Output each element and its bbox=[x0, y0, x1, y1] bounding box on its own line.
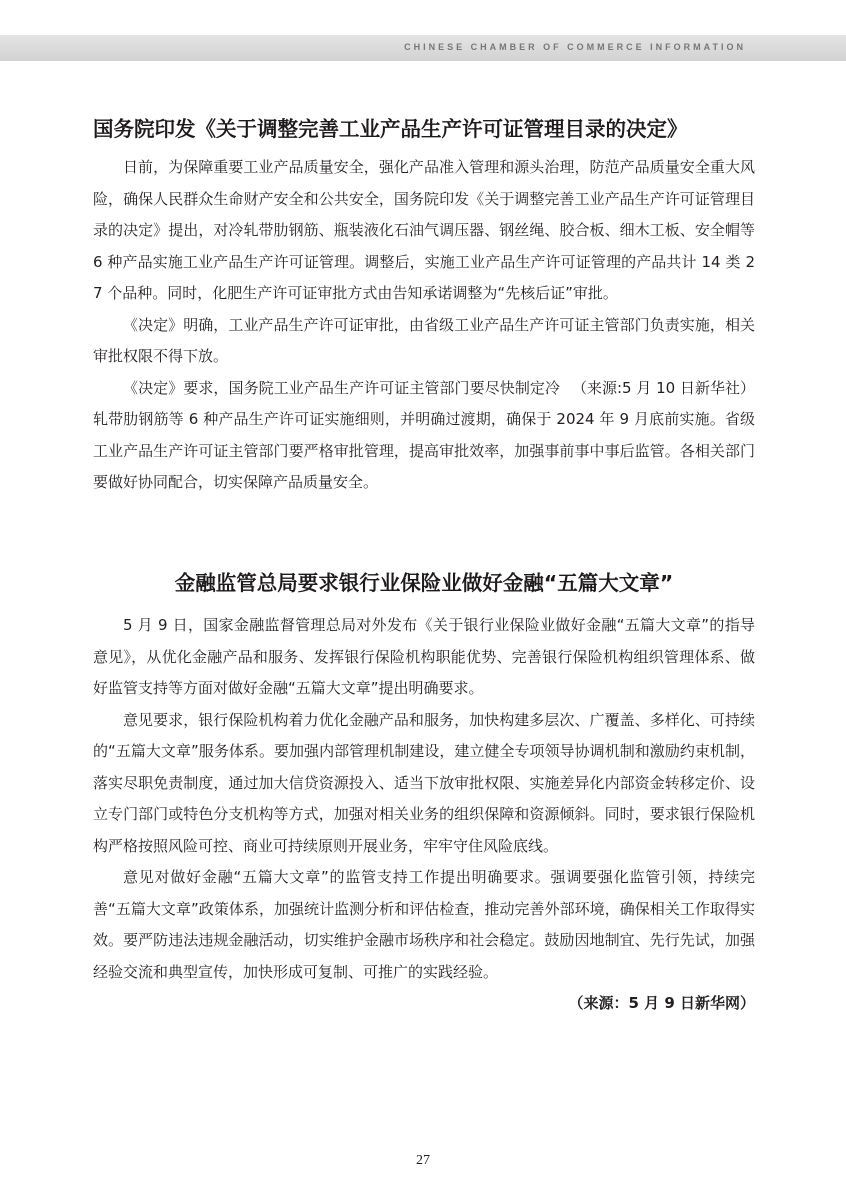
article-paragraph: 意见要求，银行保险机构着力优化金融产品和服务，加快构建多层次、广覆盖、多样化、可持续的“五篇大文章”服务体系。要加强内部管理机制建设，建立健全专项领导协调机制和激励约束机制，落实尽职免责制度，通过加大信贷资源投入、适当下放审批权限、实施差异化内部资金转移定价、设立专门部门或特色分支机构等方式，加强对相关业务的组织保障和资源倾斜。同时，要求银行保险机构严格按照风险可控、商业可持续原则开展业务，牢牢守住风险底线。 bbox=[93, 710, 755, 855]
article-paragraph: 《决定》明确，工业产品生产许可证审批，由省级工业产品生产许可证主管部门负责实施，相关审批权限不得下放。 bbox=[93, 315, 755, 365]
article-paragraph: 日前，为保障重要工业产品质量安全，强化产品准入管理和源头治理，防范产品质量安全重大风险，确保人民群众生命财产安全和公共安全，国务院印发《关于调整完善工业产品生产许可证管理目录的决定》提出，对冷轧带肋钢筋、瓶装液化石油气调压器、钢丝绳、胶合板、细木工板、安全帽等 6 种产品实施工业产品生产许可证管理。调整后，实施工业产品生产许可证管理的产品共计 14 类 27 个品种。同时，化肥生产许可证审批方式由告知承诺调整为“先核后证”审批。 bbox=[93, 158, 755, 302]
article-financial-regulation bbox=[93, 566, 755, 1020]
article-paragraph-text: 《决定》要求，国务院工业产品生产许可证主管部门要尽快制定冷轧带肋钢筋等 6 种产品生产许可证实施细则，并明确过渡期，确保于 2024 年 9 月底前实施。省级工业产品生产许可证主管部门要严格审批管理，提高审批效率，加强事前事中事后监管。各相关部门要做好协同配合，切实保障产品质量安全。 bbox=[93, 378, 755, 491]
article-title: 国务院印发《关于调整完善工业产品生产许可证管理目录的决定》 bbox=[93, 117, 688, 141]
article-title: 金融监管总局要求银行业保险业做好金融“五篇大文章” bbox=[174, 571, 674, 595]
page-number: 27 bbox=[416, 1153, 430, 1168]
article-source: （来源:5 月 10 日新华社） bbox=[572, 378, 755, 397]
article-paragraph bbox=[93, 373, 755, 499]
header-band bbox=[0, 35, 846, 61]
header-title: CHINESE CHAMBER OF COMMERCE INFORMATION bbox=[404, 42, 746, 52]
article-production-license bbox=[93, 112, 755, 499]
article-paragraph: 5 月 9 日，国家金融监督管理总局对外发布《关于银行业保险业做好金融“五篇大文章”的指导意见》，从优化金融产品和服务、发挥银行保险机构职能优势、完善银行保险机构组织管理体系、做好监管支持等方面对做好金融“五篇大文章”提出明确要求。 bbox=[93, 616, 755, 697]
article-source: （来源：5 月 9 日新华网） bbox=[568, 994, 755, 1012]
article-paragraph: 意见对做好金融“五篇大文章”的监管支持工作提出明确要求。强调要强化监管引领，持续完善“五篇大文章”政策体系，加强统计监测分析和评估检查，推动完善外部环境，确保相关工作取得实效。要严防违法违规金融活动，切实维护金融市场秩序和社会稳定。鼓励因地制宜、先行先试，加强经验交流和典型宣传，加快形成可复制、可推广的实践经验。 bbox=[93, 868, 755, 981]
